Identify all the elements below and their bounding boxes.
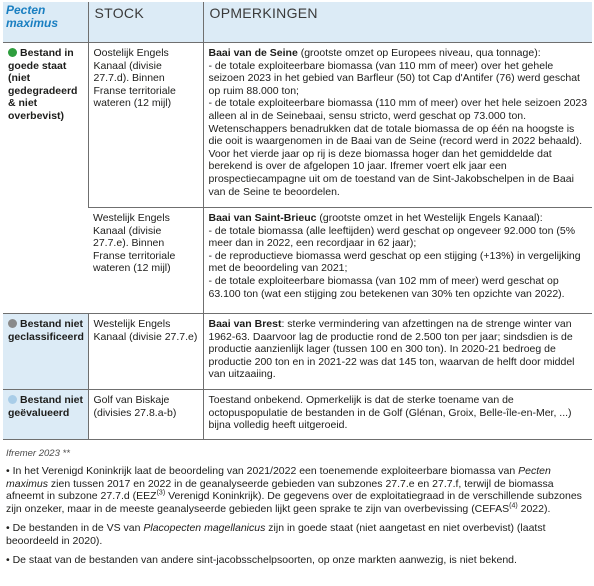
status-cell-unclassified <box>3 314 88 390</box>
table-row <box>3 390 592 440</box>
header-species: Pecten maximus <box>3 2 88 43</box>
area-title: Baai van Saint-Brieuc <box>208 212 317 224</box>
remarks-text: : sterke vermindering van afzettingen na de strenge winter van 1962-63. Daarvoor lag de productie rond de 2.500 ton per jaar; sindsdien is de productie aanzienlijk lager (tussen 100 en 300 ton). In 2020-21 bedroeg de productie 200 ton en in 2021-22 was dat 145 ton, waarvan de helft door middel van uitzaaiing. <box>208 318 575 381</box>
table-row <box>3 43 592 208</box>
remarks-text: (grootste omzet in het Westelijk Engels Kanaal): - de totale biomassa (alle leeftijden) werd geschat op ongeveer 92.000 ton (5% meer dan in 2022, een recordjaar in 62 jaar); - de reproductieve biomassa werd geschat op een stijging (+13%) in vergelijking met de beoordeling van 2021; - de totale exploiteerbare biomassa (van 102 mm of meer) werd geschat op 63.100 ton (wat een stijging zou betekenen van 30% ten opzichte van 2022). <box>208 212 581 300</box>
note-text: • In het Verenigd Koninkrijk laat de beoordeling van 2021/2022 een toenemende exploiteerbare biomassa van <box>6 464 519 477</box>
area-title: Baai van de Seine <box>208 47 298 59</box>
stock-cell: Westelijk Engels Kanaal (divisie 27.7.e). Binnen Franse territoriale wateren (12 mijl) <box>88 208 203 314</box>
table-row <box>3 314 592 390</box>
stock-cell: Golf van Biskaje (divisies 27.8.a-b) <box>88 390 203 440</box>
table-header-row <box>3 2 592 43</box>
note-text: • De bestanden in de VS van <box>6 521 144 534</box>
green-status-dot-icon <box>8 48 17 57</box>
header-stock: STOCK <box>88 2 203 43</box>
note-us <box>6 522 588 548</box>
remarks-text: (grootste omzet op Europees niveau, qua tonnage): - de totale exploiteerbare biomassa (van 110 mm of meer) over het gehele seizoen 2023 in het gebied van Barfleur (50) tot Cap d'Antifer (76) werd geschat op ruim 88.000 ton; - de totale exploiteerbare biomassa (110 mm of meer) over het hele seizoen 2023 alleen al in de Seinebaai, sensu stricto, werd geschat op 73.000 ton. Wetenschappers benadrukken dat de totale biomassa de op één na hoogste is die ooit is waargenomen in de Baai van de Seine (record werd in 2022 behaald). Voor het vierde jaar op rij is deze biomassa hoger dan het gemiddelde dat berekend is over de afgelopen 10 jaar. Ifremer voert elk jaar een prospectiecampagne uit om de toestand van de Sint-Jakobschelpen in de Baai van de Seine te beoordelen. <box>208 47 588 198</box>
source-note: Ifremer 2023 ** <box>6 448 70 459</box>
remarks-cell: Toestand onbekend. Opmerkelijk is dat de sterke toename van de octopuspopulatie de bestanden in de Golf (Glénan, Groix, Belle-île-en-Mer, ...) bijna volledig heeft uitgeroeid. <box>203 390 592 440</box>
status-label: Bestand niet geclassificeerd <box>8 318 84 343</box>
remarks-cell <box>203 208 592 314</box>
remarks-cell <box>203 314 592 390</box>
light-blue-status-dot-icon <box>8 395 17 404</box>
note-other: • De staat van de bestanden van andere sint-jacobsschelpsoorten, op onze markten aanwezig, is niet bekend. <box>6 553 517 566</box>
area-title: Baai van Brest <box>208 318 282 330</box>
note-text: Verenigd Koninkrijk). De gegevens over de exploitatiegraad in de verschillende subzones zijn onzeker, maar in de meeste geanalyseerde gebieden lijkt geen sprake te zijn van overbevissing (CEFAS <box>6 490 582 516</box>
remarks-cell <box>203 43 592 208</box>
footnotes <box>6 448 588 572</box>
status-cell-unassessed <box>3 390 88 440</box>
note-uk <box>6 465 588 516</box>
species-name: Pecten maximus <box>6 464 551 490</box>
species-name: Placopecten magellanicus <box>143 521 266 534</box>
note-text: zien tussen 2017 en 2022 in de geanalyseerde gebieden van subzones 27.7.e en 27.7.f, terwijl de biomassa afneemt in subzone 27.7.d (EEZ <box>6 477 554 503</box>
status-cell-good <box>3 43 88 314</box>
stock-cell: Westelijk Engels Kanaal (divisie 27.7.e) <box>88 314 203 390</box>
note-text: 2022). <box>517 503 551 516</box>
gray-status-dot-icon <box>8 319 17 328</box>
footnote-ref: (3) <box>156 489 166 497</box>
note-text: zijn in goede staat (niet aangetast en niet overbevist) (laatst beoordeeld in 2020). <box>6 521 546 547</box>
header-remarks: OPMERKINGEN <box>203 2 592 43</box>
footnote-ref: (4) <box>509 502 518 510</box>
stock-cell: Oostelijk Engels Kanaal (divisie 27.7.d). Binnen Franse territoriale wateren (12 mijl) <box>88 43 203 208</box>
status-label: Bestand niet geëvalueerd <box>8 394 84 419</box>
status-label: Bestand in goede staat (niet gedegradeerd & niet overbevist) <box>8 47 78 122</box>
table-row <box>3 208 592 314</box>
stock-status-table <box>3 2 592 440</box>
